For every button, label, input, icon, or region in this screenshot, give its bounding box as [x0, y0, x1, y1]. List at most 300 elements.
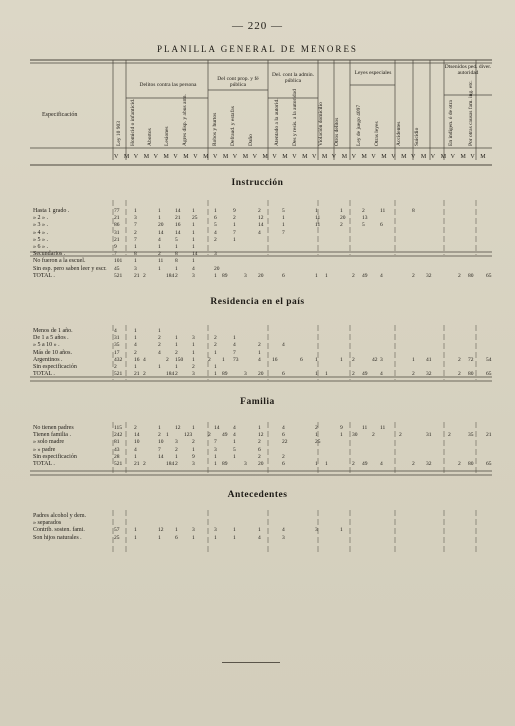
table-cell: 8: [134, 251, 137, 258]
table-cell: 14: [158, 229, 164, 236]
table-cell: 9: [340, 425, 343, 431]
table-cell: 2: [143, 371, 146, 378]
table-cell: 11: [158, 258, 164, 265]
table-cell: 20: [340, 215, 346, 222]
table-cell: 1: [340, 527, 343, 534]
table-cell: 1: [134, 258, 137, 265]
table-cell: 1: [192, 244, 195, 250]
table-cell: 6: [282, 272, 285, 279]
table-cell: 10: [158, 439, 164, 446]
table-cell: 2: [134, 229, 137, 236]
vm-cell: M: [381, 154, 387, 160]
table-cell: 184: [166, 371, 175, 378]
table-cell: 16: [175, 222, 181, 229]
table-cell: 242: [114, 432, 123, 439]
table-cell: 4: [282, 527, 285, 534]
header-indigencia: En indigen. ó de otra: [448, 100, 454, 146]
section-title-instruccion: Instrucción: [231, 178, 284, 188]
table-cell: 1: [214, 364, 217, 370]
table-cell: 4: [233, 342, 236, 349]
table-cell: 3: [175, 439, 178, 446]
table-cell: 21: [486, 432, 492, 439]
vm-cell: V: [153, 154, 158, 160]
table-cell: 2: [458, 461, 461, 467]
table-cell: 11: [380, 425, 386, 431]
table-cell: 2: [315, 425, 318, 431]
vm-cell: M: [183, 154, 189, 160]
table-cell: 7: [214, 439, 217, 446]
table-cell: 1: [192, 208, 195, 214]
table-cell: 14: [158, 453, 164, 460]
vm-cell: M: [480, 154, 486, 160]
table-cell: 6: [380, 222, 383, 229]
header-otros-causas: Por otras causas fam. ing. etc.: [468, 80, 474, 146]
vm-cell: M: [282, 154, 288, 160]
table-cell: 35: [468, 432, 474, 439]
table-cell: 4: [134, 446, 137, 453]
table-cell: 12: [258, 432, 264, 439]
table-cell: 43: [114, 446, 120, 453]
table-cell: 1: [175, 265, 178, 272]
table-cell: 72: [468, 356, 474, 363]
table-cell: 1: [158, 364, 161, 370]
table-cell: 14: [258, 222, 264, 229]
table-cell: 1: [258, 425, 261, 431]
vm-cell: V: [232, 154, 238, 160]
header-homicidio: Homicid o infanticid.: [130, 98, 136, 146]
table-cell: 4: [158, 236, 161, 243]
table-cell: 2: [458, 356, 461, 363]
vm-cell: M: [341, 154, 348, 160]
table-cell: 2: [208, 432, 211, 439]
table-cell: 31: [114, 229, 120, 236]
row-label: » 5 » .: [33, 236, 48, 243]
table-cell: 4: [258, 356, 261, 363]
table-cell: 1: [175, 335, 178, 342]
row-label: De 1 a 5 años .: [33, 335, 69, 342]
vm-cell: M: [143, 154, 150, 160]
table-cell: 80: [468, 371, 474, 378]
table-cell: 4: [214, 229, 217, 236]
table-cell: 11: [380, 208, 386, 214]
table-cell: 1: [158, 215, 161, 222]
table-cell: 4: [114, 328, 117, 334]
row-label: No fueron a la escuel.: [33, 258, 86, 265]
table-cell: 2: [175, 349, 178, 356]
table-cell: 2: [214, 335, 217, 342]
table-cell: 1: [134, 453, 137, 460]
table-cell: 65: [486, 461, 492, 467]
table-cell: 21: [175, 215, 181, 222]
row-label: Son hijos naturales .: [33, 534, 82, 541]
table-cell: 2: [352, 356, 355, 363]
vm-cell: V: [450, 154, 455, 160]
table-cell: 4: [143, 356, 146, 363]
table-cell: 89: [222, 272, 228, 279]
table-cell: 150: [175, 356, 184, 363]
vm-cell: V: [114, 154, 119, 160]
table-cell: 2: [258, 439, 261, 446]
table-cell: 101: [114, 258, 123, 265]
table-cell: 11: [315, 222, 321, 229]
header-group-propiedad: Del cont prop. y fé pública: [217, 76, 259, 88]
table-cell: 6: [175, 534, 178, 541]
table-cell: 2: [134, 349, 137, 356]
header-violacion: Violación domicilio: [318, 102, 324, 146]
table-cell: 4: [282, 342, 285, 349]
row-label: » 5 a 10 » .: [33, 342, 60, 349]
table-cell: 1: [175, 453, 178, 460]
table-cell: 77: [114, 208, 120, 214]
table-cell: 1: [158, 208, 161, 214]
table-cell: 22: [282, 439, 288, 446]
table-cell: 1: [192, 222, 195, 229]
table-cell: 4: [233, 425, 236, 431]
table-cell: 20: [258, 272, 264, 279]
table-cell: 4: [158, 349, 161, 356]
table-cell: 2: [175, 461, 178, 467]
table-cell: 73: [233, 356, 239, 363]
table-cell: 1: [325, 371, 328, 378]
table-cell: 1: [214, 453, 217, 460]
vm-cell: V: [272, 154, 277, 160]
table-cell: 1: [158, 425, 161, 431]
table-cell: 31: [426, 432, 432, 439]
table-cell: 1: [233, 534, 236, 541]
table-cell: 2: [158, 335, 161, 342]
header-group-admin: Del. cont la admin. pública: [271, 72, 314, 84]
table-cell: 2: [208, 356, 211, 363]
table-cell: 4: [258, 229, 261, 236]
table-cell: 81: [114, 439, 120, 446]
table-cell: 1: [158, 244, 161, 250]
table-title: PLANILLA GENERAL DE MENORES: [157, 44, 358, 54]
table-cell: 21: [134, 272, 140, 279]
table-cell: 1: [282, 222, 285, 229]
header-especificacion: Especificación: [42, 112, 78, 118]
table-cell: 30: [352, 432, 358, 439]
table-cell: 14: [192, 251, 198, 258]
table-cell: 25: [114, 534, 120, 541]
table-cell: 14: [175, 229, 181, 236]
vm-cell: M: [401, 154, 407, 160]
table-cell: 6: [258, 446, 261, 453]
row-label: » » padre: [33, 446, 56, 453]
table-cell: 3: [192, 461, 195, 467]
row-label: Padres alcohol y dem.: [33, 513, 86, 519]
table-cell: 1: [175, 527, 178, 534]
table-cell: 1: [134, 364, 137, 370]
header-abortos: Abortos: [147, 128, 153, 146]
table-cell: 2: [372, 432, 375, 439]
table-cell: 1: [192, 258, 195, 265]
table-cell: 65: [486, 371, 492, 378]
table-cell: 32: [426, 461, 432, 467]
vm-cell: V: [351, 154, 356, 160]
table-cell: 1: [233, 453, 236, 460]
row-label: Hasta 1 grado .: [33, 208, 70, 214]
table-cell: 12: [258, 215, 264, 222]
table-cell: 1: [214, 534, 217, 541]
table-cell: 3: [244, 461, 247, 467]
row-label: Contrib. sosten. fami.: [33, 527, 85, 534]
header-dano: Daño: [248, 134, 254, 146]
table-cell: 3: [380, 356, 383, 363]
table-cell: 4: [380, 272, 383, 279]
table-cell: 1: [325, 461, 328, 467]
table-cell: 16: [272, 356, 278, 363]
table-cell: 4: [233, 432, 236, 439]
table-cell: 80: [468, 272, 474, 279]
table-cell: 2: [282, 453, 285, 460]
vm-cell: V: [213, 154, 218, 160]
table-cell: 2: [352, 272, 355, 279]
table-cell: 17: [114, 349, 120, 356]
table-cell: 2: [233, 215, 236, 222]
table-cell: 521: [114, 461, 123, 467]
vm-cell: M: [321, 154, 328, 160]
table-cell: 1: [325, 272, 328, 279]
table-cell: 6: [300, 356, 303, 363]
table-cell: 1: [134, 328, 137, 334]
table-cell: 2: [448, 432, 451, 439]
table-cell: 1: [214, 371, 217, 378]
table-cell: 3: [192, 527, 195, 534]
row-label: Sin especificación: [33, 453, 77, 460]
table-cell: 3: [192, 272, 195, 279]
table-cell: 3: [134, 215, 137, 222]
table-cell: 5: [233, 446, 236, 453]
table-cell: 2: [158, 432, 161, 439]
table-cell: 41: [426, 356, 432, 363]
table-cell: 6: [214, 215, 217, 222]
table-cell: 21: [114, 215, 120, 222]
page-number: — 220 —: [232, 20, 283, 32]
table-cell: 1: [315, 432, 318, 439]
table-cell: 4: [258, 534, 261, 541]
table-cell: 184: [166, 272, 175, 279]
table-cell: 21: [114, 236, 120, 243]
table-cell: 1: [166, 432, 169, 439]
table-cell: 2: [352, 371, 355, 378]
header-defraud: Defraud. y estafas: [230, 106, 236, 146]
table-cell: 54: [486, 356, 492, 363]
table-cell: 5: [362, 222, 365, 229]
table-cell: 2: [158, 342, 161, 349]
table-cell: 2: [362, 208, 365, 214]
row-label: Argentinos .: [33, 356, 63, 363]
table-cell: 45: [114, 265, 120, 272]
table-cell: 3: [282, 534, 285, 541]
table-cell: 7: [134, 236, 137, 243]
section-title-familia: Familia: [240, 397, 275, 407]
table-cell: 1: [315, 272, 318, 279]
header-des-y-res: Des y resis. a la autoridad: [292, 89, 298, 146]
row-label: » 4 » .: [33, 229, 48, 236]
table-cell: 1: [233, 527, 236, 534]
table-cell: 6: [282, 461, 285, 467]
table-cell: 2: [412, 461, 415, 467]
table-cell: 3: [244, 272, 247, 279]
table-cell: 1: [233, 439, 236, 446]
table-cell: 28: [114, 453, 120, 460]
table-cell: 1: [175, 342, 178, 349]
row-label: » 3 » .: [33, 222, 48, 229]
header-group-diversos: Dtsenidos ped. diver. autoridad: [444, 64, 492, 76]
row-label: TOTAL .: [33, 272, 55, 279]
table-cell: 123: [184, 432, 193, 439]
table-cell: 1: [175, 364, 178, 370]
header-group-personas: Delitos contra las persona: [139, 82, 197, 88]
table-cell: 1: [214, 272, 217, 279]
row-label: » separados: [33, 520, 62, 527]
table-cell: 2: [175, 371, 178, 378]
header-suicidio: Suicidio: [414, 127, 420, 146]
table-cell: 2: [214, 342, 217, 349]
table-cell: 21: [134, 371, 140, 378]
table-cell: 521: [114, 371, 123, 378]
vm-cell: M: [242, 154, 249, 160]
table-cell: 3: [192, 335, 195, 342]
vm-cell: V: [470, 154, 475, 160]
table-cell: 1: [192, 534, 195, 541]
table-cell: 9: [192, 453, 195, 460]
table-cell: 9: [233, 208, 236, 214]
table-cell: 5: [282, 208, 285, 214]
table-cell: 1: [315, 208, 318, 214]
vm-cell: V: [331, 154, 337, 160]
table-cell: 32: [426, 371, 432, 378]
table-cell: 2: [214, 236, 217, 243]
vm-cell: M: [420, 154, 427, 160]
table-cell: 115: [114, 425, 123, 431]
table-cell: 3: [214, 251, 217, 258]
table-cell: 1: [192, 349, 195, 356]
table-cell: 1: [315, 356, 318, 363]
table-cell: 2: [134, 425, 137, 431]
table-cell: 3: [192, 371, 195, 378]
table-cell: 1: [412, 356, 415, 363]
table-cell: 2: [175, 446, 178, 453]
vm-cell: V: [193, 154, 198, 160]
table-cell: 1: [214, 208, 217, 214]
vm-cell: M: [302, 154, 308, 160]
table-cell: 1: [258, 349, 261, 356]
row-label: Sin esp. pero saben leer y escr.: [33, 265, 107, 272]
table-cell: 1: [158, 534, 161, 541]
table-cell: 42: [372, 356, 378, 363]
table-cell: 49: [362, 461, 368, 467]
table-cell: 49: [362, 371, 368, 378]
header-lesiones: Lesiones: [164, 126, 170, 146]
table-cell: 35: [114, 342, 120, 349]
table-cell: 8: [175, 251, 178, 258]
row-label: » solo madre: [33, 439, 64, 446]
table-cell: 25: [192, 215, 198, 222]
vm-cell: V: [252, 154, 257, 160]
section-title-antecedentes: Antecedentes: [227, 490, 288, 500]
table-cell: 11: [362, 425, 368, 431]
table-cell: 2: [352, 461, 355, 467]
table-cell: 1: [134, 208, 137, 214]
table-cell: 2: [114, 364, 117, 370]
table-cell: 2: [458, 371, 461, 378]
table-cell: 1: [134, 527, 137, 534]
table-cell: 6: [282, 432, 285, 439]
table-cell: 1: [158, 328, 161, 334]
table-cell: 1: [233, 335, 236, 342]
table-cell: 7: [233, 349, 236, 356]
header-atentado: Atentado a la autorid.: [274, 98, 280, 146]
vm-cell: V: [371, 154, 376, 160]
vm-cell: M: [163, 154, 169, 160]
table-cell: 86: [114, 222, 120, 229]
vm-cell: V: [312, 154, 317, 160]
table-cell: 8: [175, 258, 178, 265]
row-label: » 6 » .: [33, 244, 48, 250]
table-cell: 10: [134, 439, 140, 446]
table-cell: 1: [134, 244, 137, 250]
table-cell: 1: [340, 208, 343, 214]
table-cell: 1: [175, 244, 178, 250]
table-cell: 1: [315, 371, 318, 378]
table-cell: 2: [258, 208, 261, 214]
header-robos: Robos y hurtos: [212, 112, 218, 146]
table-cell: 7: [158, 446, 161, 453]
table-cell: 2: [258, 342, 261, 349]
table-cell: 7: [134, 222, 137, 229]
table-cell: 2: [192, 439, 195, 446]
header-otras-leyes: Otras leyes: [374, 121, 380, 146]
table-cell: 1: [233, 236, 236, 243]
table-cell: 2: [175, 272, 178, 279]
header-ley10903: Ley 10 903: [116, 120, 122, 146]
table-cell: 1: [214, 461, 217, 467]
row-label: Secundarios .: [33, 251, 66, 258]
table-cell: 11: [315, 215, 321, 222]
table-cell: 1: [282, 215, 285, 222]
table-cell: 57: [114, 527, 120, 534]
table-cell: 89: [222, 371, 228, 378]
table-cell: 1: [233, 222, 236, 229]
header-group-leyes: Leyes especiales: [354, 70, 392, 76]
table-cell: 7: [282, 229, 285, 236]
row-label: » 2 » .: [33, 215, 48, 222]
table-cell: 2: [143, 461, 146, 467]
table-cell: 20: [214, 265, 220, 272]
vm-cell: V: [430, 154, 436, 160]
table-cell: 521: [114, 272, 123, 279]
table-cell: 49: [222, 432, 228, 439]
table-cell: 1: [315, 461, 318, 467]
table-cell: 7: [114, 251, 117, 258]
vm-cell: V: [391, 154, 396, 160]
table-cell: 20: [258, 371, 264, 378]
table-cell: 14: [175, 208, 181, 214]
table-cell: 7: [233, 229, 236, 236]
table-cell: 3: [214, 446, 217, 453]
row-label: Más de 10 años.: [33, 349, 72, 356]
table-cell: 3: [214, 527, 217, 534]
table-cell: 14: [214, 425, 220, 431]
table-cell: 12: [175, 425, 181, 431]
header-accidentes: Accidentes: [396, 121, 402, 146]
table-cell: 1: [214, 349, 217, 356]
table-cell: 1: [192, 446, 195, 453]
table-cell: 31: [114, 335, 120, 342]
table-cell: 65: [486, 272, 492, 279]
table-cell: 2: [458, 272, 461, 279]
